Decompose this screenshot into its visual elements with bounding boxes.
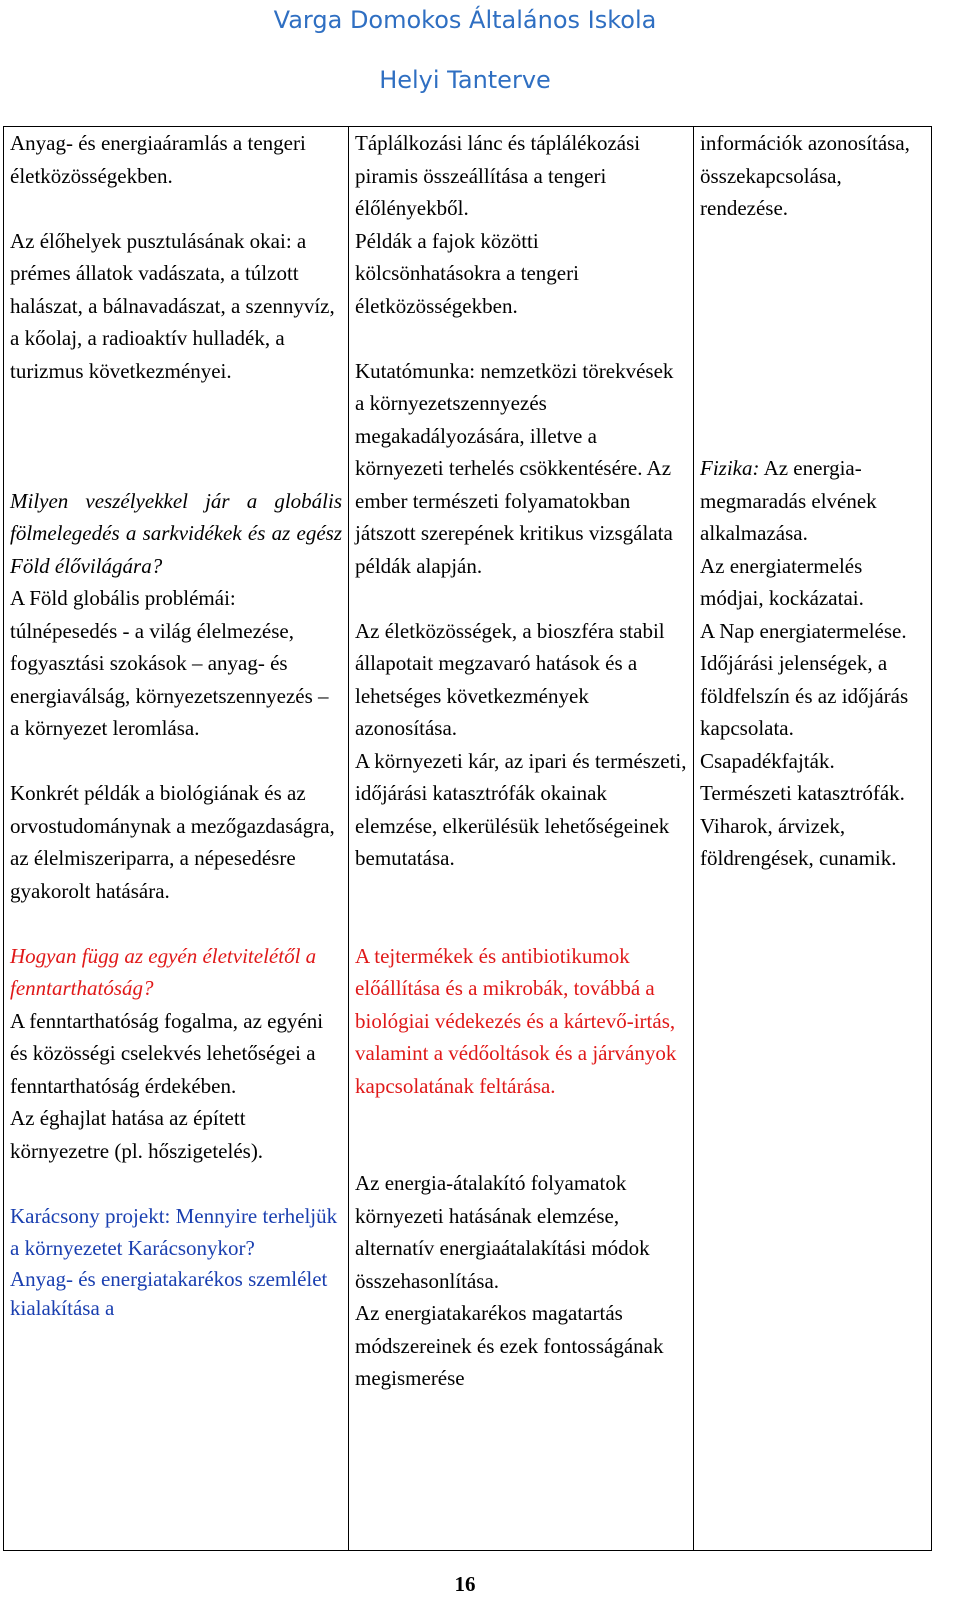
- connection-text: A Nap energiatermelése.: [700, 618, 907, 643]
- page-number: 16: [454, 1572, 476, 1596]
- school-name: Varga Domokos Általános Iskola: [273, 6, 657, 34]
- connection-text: Csapadékfajták.: [700, 748, 835, 773]
- connection-text: Az energiatermelés módjai, kockázatai.: [700, 553, 864, 610]
- connection-text: Időjárási jelenségek, a földfelszín és az időjárás kapcsolata.: [700, 651, 909, 740]
- topic-text: A Föld globális problémái: túlnépesedés - a világ élelmezése, fogyasztási szokások – anyag- és energiaválság, környezetszennyezés – a környezet leromlása.: [10, 586, 329, 740]
- activity-text: Az energia-átalakító folyamatok környezeti hatásának elemzése, alternatív energiaátalakítási módok összehasonlítása.: [355, 1171, 650, 1293]
- table-row: [4, 127, 932, 1551]
- connections-column: [694, 127, 932, 1551]
- topic-text: Anyag- és energiaáramlás a tengeri életközösségekben.: [10, 131, 306, 188]
- topic-text: Az éghajlat hatása az épített környezetre (pl. hőszigetelés).: [10, 1106, 264, 1163]
- fizika-label: Fizika:: [700, 456, 760, 480]
- topic-text: Konkrét példák a biológiának és az orvostudománynak a mezőgazdaságra, az élelmiszeriparra, a népesedésre gyakorolt hatására.: [10, 781, 335, 903]
- project-text-blue: Anyag- és energiatakarékos szemlélet kialakítása a: [10, 1266, 328, 1320]
- activity-text: A környezeti kár, az ipari és természeti, időjárási katasztrófák okainak elemzése, elkerülésük lehetőségeinek bemutatása.: [355, 748, 687, 870]
- activity-column: [349, 127, 694, 1551]
- connection-text: Természeti katasztrófák. Viharok, árvizek, földrengések, cunamik.: [700, 781, 905, 870]
- connection-text: Az energia-megmaradás elvének alkalmazása.: [700, 456, 877, 545]
- curriculum-subtitle: Helyi Tanterve: [379, 66, 551, 94]
- question-text-red: Hogyan függ az egyén életvitelétől a fenntarthatóság?: [10, 943, 317, 1000]
- question-text: Milyen veszélyekkel jár a globális fölmelegedés a sarkvidékek és az egész Föld élővilágára?: [10, 488, 342, 578]
- activity-text: Az életközösségek, a bioszféra stabil állapotait megzavaró hatások és a lehetséges következmények azonosítása.: [355, 618, 665, 740]
- activity-text: Táplálkozási lánc és táplálékozási piramis összeállítása a tengeri élőlényekből.: [355, 131, 641, 220]
- activity-text: Az energiatakarékos magatartás módszereinek és ezek fontosságának megismerése: [355, 1301, 664, 1390]
- connection-text: információk azonosítása, összekapcsolása, rendezése.: [700, 131, 910, 220]
- project-text-blue: Karácsony projekt: Mennyire terheljük a környezetet Karácsonykor?: [10, 1203, 338, 1260]
- curriculum-table: [3, 126, 932, 1551]
- topic-text: A fenntarthatóság fogalma, az egyéni és közösségi cselekvés lehetőségei a fenntarthatóság érdekében.: [10, 1008, 324, 1098]
- topic-text: Az élőhelyek pusztulásának okai: a prémes állatok vadászata, a túlzott halászat, a bálnavadászat, a szennyvíz, a kőolaj, a radioaktív hulladék, a turizmus következményei.: [10, 228, 335, 383]
- topic-column: [4, 127, 349, 1551]
- activity-text: Példák a fajok közötti kölcsönhatásokra a tengeri életközösségekben.: [355, 228, 579, 318]
- activity-text-red: A tejtermékek és antibiotikumok előállítása és a mikrobák, továbbá a biológiai védekezés és a kártevő-irtás, valamint a védőoltások és a járványok kapcsolatának feltárása.: [355, 943, 677, 1098]
- activity-text: Kutatómunka: nemzetközi törekvések a környezetszennyezés megakadályozására, illetve a környezeti terhelés csökkentésére. Az ember természeti folyamatokban játszott szerepének kritikus vizsgálata példák alapján.: [355, 358, 674, 578]
- connection-text: [700, 452, 925, 550]
